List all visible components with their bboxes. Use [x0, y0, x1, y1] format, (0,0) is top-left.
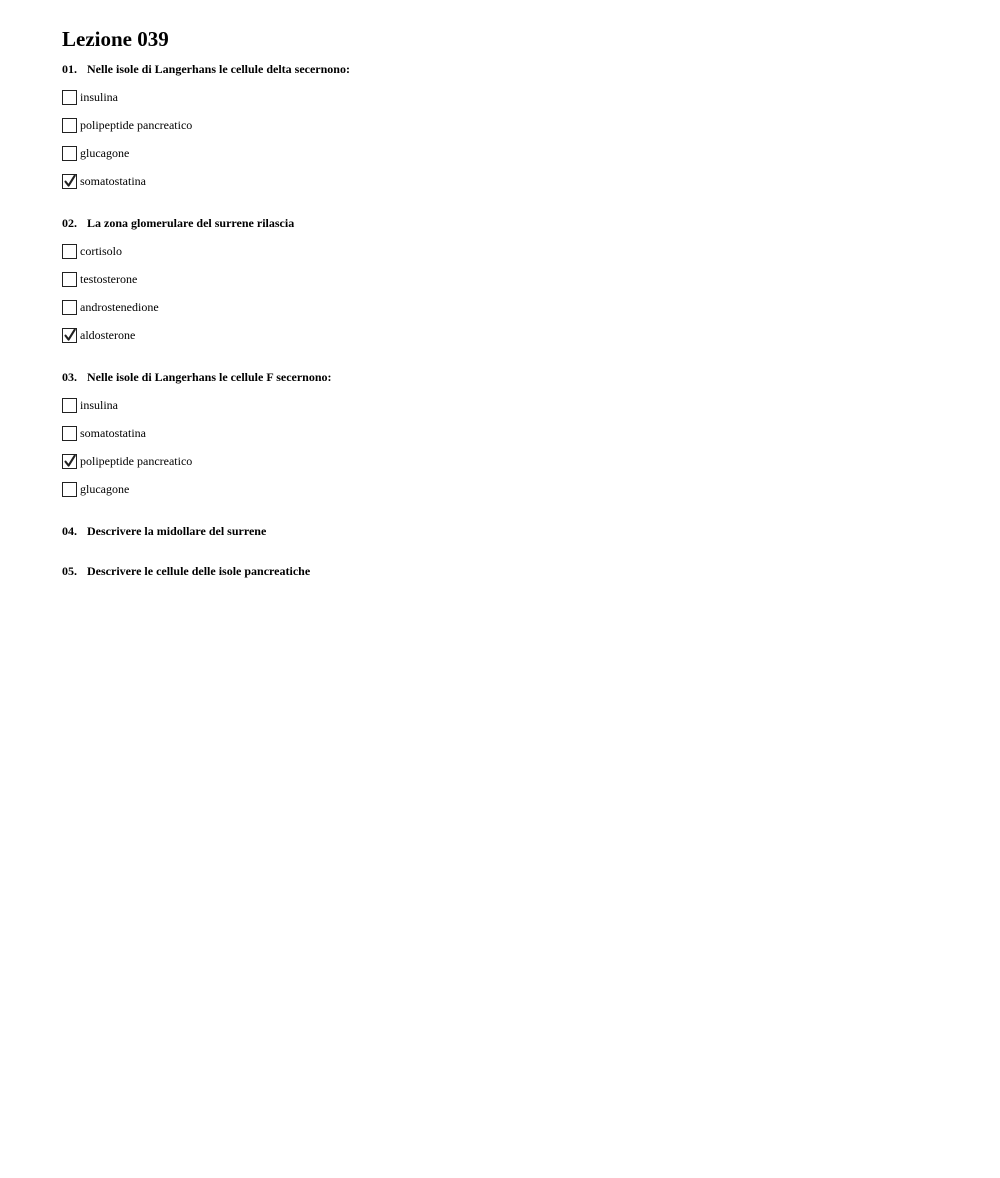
- option-item[interactable]: [62, 117, 962, 133]
- question-text: Nelle isole di Langerhans le cellule F secernono:: [87, 370, 332, 384]
- question-number: 03.: [62, 370, 77, 384]
- option-label: testosterone: [80, 271, 138, 286]
- checkbox[interactable]: [62, 146, 77, 161]
- question-number: 05.: [62, 564, 77, 578]
- option-item[interactable]: [62, 243, 962, 259]
- checkmark-icon: [63, 328, 77, 343]
- question-header: [62, 369, 962, 385]
- checkbox[interactable]: [62, 300, 77, 315]
- checkbox[interactable]: [62, 90, 77, 105]
- question-text: Nelle isole di Langerhans le cellule delta secernono:: [87, 62, 350, 76]
- checkbox-checked[interactable]: [62, 174, 77, 189]
- question-number: 01.: [62, 62, 77, 76]
- option-list: [62, 89, 962, 189]
- option-item[interactable]: [62, 481, 962, 497]
- checkbox[interactable]: [62, 398, 77, 413]
- option-item[interactable]: [62, 89, 962, 105]
- option-label: glucagone: [80, 481, 130, 496]
- option-label: aldosterone: [80, 327, 136, 342]
- checkbox[interactable]: [62, 482, 77, 497]
- option-list: [62, 243, 962, 343]
- option-list: [62, 397, 962, 497]
- checkmark-icon: [63, 174, 77, 189]
- checkbox[interactable]: [62, 272, 77, 287]
- question-header: [62, 563, 962, 579]
- checkbox-checked[interactable]: [62, 328, 77, 343]
- checkbox[interactable]: [62, 118, 77, 133]
- lesson-title: Lezione 039: [62, 27, 169, 51]
- question-5: [62, 563, 962, 579]
- question-number: 02.: [62, 216, 77, 230]
- option-item[interactable]: [62, 327, 962, 343]
- question-header: [62, 215, 962, 231]
- option-item[interactable]: [62, 145, 962, 161]
- option-item[interactable]: [62, 271, 962, 287]
- question-text: Descrivere le cellule delle isole pancreatiche: [87, 564, 311, 578]
- option-label: insulina: [80, 397, 118, 412]
- option-item[interactable]: [62, 397, 962, 413]
- option-label: insulina: [80, 89, 118, 104]
- checkbox-checked[interactable]: [62, 454, 77, 469]
- question-3: [62, 369, 962, 497]
- option-label: somatostatina: [80, 173, 146, 188]
- option-item[interactable]: [62, 425, 962, 441]
- option-item[interactable]: [62, 299, 962, 315]
- checkbox[interactable]: [62, 426, 77, 441]
- question-2: [62, 215, 962, 343]
- option-label: polipeptide pancreatico: [80, 117, 193, 132]
- option-label: somatostatina: [80, 425, 146, 440]
- question-4: [62, 523, 962, 539]
- document-page: [62, 26, 962, 579]
- option-label: glucagone: [80, 145, 130, 160]
- option-label: polipeptide pancreatico: [80, 453, 193, 468]
- question-header: [62, 61, 962, 77]
- question-text: Descrivere la midollare del surrene: [87, 524, 267, 538]
- option-label: cortisolo: [80, 243, 122, 258]
- question-1: [62, 61, 962, 189]
- checkmark-icon: [63, 454, 77, 469]
- question-text: La zona glomerulare del surrene rilascia: [87, 216, 295, 230]
- option-item[interactable]: [62, 453, 962, 469]
- checkbox[interactable]: [62, 244, 77, 259]
- option-label: androstenedione: [80, 299, 159, 314]
- question-header: [62, 523, 962, 539]
- question-number: 04.: [62, 524, 77, 538]
- option-item[interactable]: [62, 173, 962, 189]
